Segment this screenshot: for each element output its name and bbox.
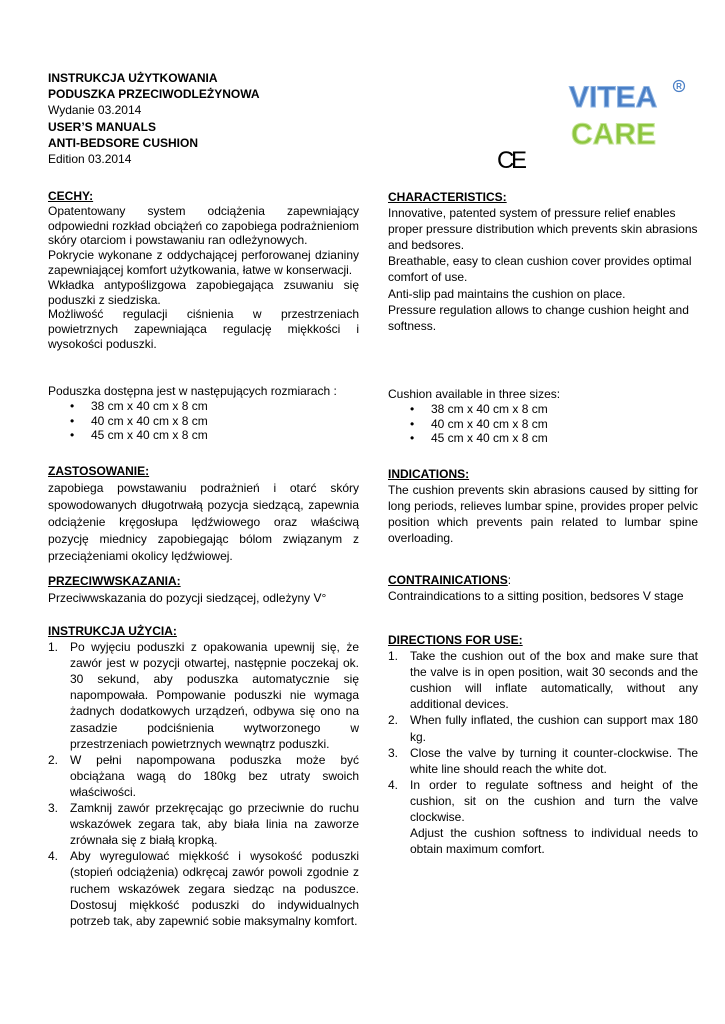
- features-section-pl: [48, 189, 359, 352]
- header-edition-pl: Wydanie 03.2014: [48, 103, 142, 118]
- usage-note-en: Adjust the cushion softness to individual needs to obtain maximum comfort.: [410, 826, 698, 857]
- usage-title-en: DIRECTIONS FOR USE:: [388, 633, 523, 647]
- features-text-pl: Wkładka antypoślizgowa zapobiegająca zsuwaniu się poduszki z siedziska.: [48, 277, 359, 307]
- usage-title-pl: INSTRUKCJA UŻYCIA:: [48, 624, 177, 638]
- indications-title-en: INDICATIONS:: [388, 467, 470, 481]
- contra-text-en: Contraindications to a sitting position, bedsores V stage: [388, 589, 684, 604]
- usage-steps-en: [388, 648, 698, 825]
- usage-section-en: [388, 632, 698, 857]
- sizes-section-en: [388, 387, 698, 446]
- usage-step: 2. W pełni napompowana poduszka może być obciążana wagą do 180kg bez utraty swoich właściwości.: [48, 752, 359, 799]
- usage-step: 2. When fully inflated, the cushion can support max 180 kg.: [388, 713, 698, 744]
- usage-steps-pl: [48, 639, 359, 929]
- indications-text-pl: zapobiega powstawaniu podrażnień i otarć skóry spowodowanych długotrwałą pozycja siedzącą, zapewnia odciążenie kręgosłupa lędźwiowego oraz właściwą pozycję miednicy zapobiegając bólom związanym z przeciążeniami okolicy lędźwiowej.: [48, 481, 359, 563]
- sizes-list-en: [388, 402, 698, 446]
- ce-mark-text: CE: [497, 147, 527, 171]
- indications-section-pl: [48, 463, 359, 565]
- indications-title-pl: ZASTOSOWANIE:: [48, 464, 150, 478]
- features-title-pl: CECHY:: [48, 189, 94, 203]
- usage-step: 1. Po wyjęciu poduszki z opakowania upewnij się, że zawór jest w pozycji otwartej, następnie poczekaj ok. 30 sekund, aby poduszka automatycznie się napompowała. Pompowanie poduszki nie wymaga żadnych dodatkowych urządzeń, odbywa się ono na zasadzie podciśnienia wytworzonego w przestrzeniach powietrznych wewnątrz poduszki.: [48, 640, 359, 751]
- registered-mark-letter: R: [676, 82, 682, 91]
- size-item: • 40 cm x 40 cm x 8 cm: [48, 414, 359, 429]
- sizes-section-pl: [48, 384, 359, 443]
- sizes-intro-en: Cushion available in three sizes:: [388, 387, 561, 401]
- ce-mark-icon: [497, 147, 529, 171]
- contra-section-pl: [48, 573, 359, 607]
- size-item: • 40 cm x 40 cm x 8 cm: [388, 417, 698, 432]
- indications-text-en: The cushion prevents skin abrasions caused by sitting for long periods, relieves lumbar spine, provides proper pelvic position which prevents pain related to lumbar spine overloading.: [388, 483, 698, 546]
- header-title-pl: INSTRUKCJA UŻYTKOWANIA: [48, 71, 218, 85]
- features-section-en: [388, 189, 698, 334]
- usage-step: 3. Close the valve by turning it counter-clockwise. The white line should reach the white dot.: [388, 745, 698, 776]
- size-item: • 45 cm x 40 cm x 8 cm: [388, 431, 698, 446]
- contra-text-pl: Przeciwwskazania do pozycji siedzącej, odleżyny V°: [48, 591, 327, 605]
- features-text-pl: Możliwość regulacji ciśnienia w przestrzeniach powietrznych zapewniająca regulację miękkości i wysokości poduszki.: [48, 307, 359, 351]
- logo-word-vitea: VITEA: [569, 81, 658, 114]
- size-item: • 38 cm x 40 cm x 8 cm: [48, 399, 359, 414]
- features-text-en: Pressure regulation allows to change cushion height and softness.: [388, 302, 689, 333]
- document-header: [48, 70, 260, 167]
- contra-section-en: [388, 572, 698, 604]
- vitea-care-logo: [567, 78, 687, 150]
- features-title-en: CHARACTERISTICS:: [388, 190, 507, 204]
- features-text-pl: Pokrycie wykonane z oddychającej perforowanej dzianiny zapewniającej komfort użytkowania, łatwe w konserwacji.: [48, 248, 359, 277]
- contra-title-en: CONTRAINICATIONS:: [388, 573, 512, 587]
- usage-step: 1. Take the cushion out of the box and make sure that the valve is in open position, wait 30 seconds and the cushion will inflate automatically, without any additional devices.: [388, 649, 698, 712]
- logo-word-care: CARE: [571, 118, 657, 150]
- sizes-intro-pl: Poduszka dostępna jest w następujących rozmiarach :: [48, 384, 337, 398]
- usage-section-pl: [48, 623, 359, 929]
- features-text-en: Breathable, easy to clean cushion cover provides optimal comfort of use.: [388, 254, 692, 285]
- usage-step: 3. Zamknij zawór przekręcając go przeciwnie do ruchu wskazówek zegara tak, aby biała linia na zaworze zrównała się z białą kropką.: [48, 801, 359, 848]
- size-item: • 38 cm x 40 cm x 8 cm: [388, 402, 698, 417]
- indications-section-en: [388, 466, 698, 546]
- features-text-pl: Opatentowany system odciążenia zapewniający odpowiedni rozkład obciążeń co zapobiega podrażnieniom skóry otarciom i powstawaniu ran odleżynowych.: [48, 203, 359, 248]
- contra-title-pl: PRZECIWWSKAZANIA:: [48, 574, 181, 588]
- header-product-en: ANTI-BEDSORE CUSHION: [48, 135, 199, 150]
- usage-step: 4. Aby wyregulować miękkość i wysokość poduszki (stopień odciążenia) odkręcaj zawór powoli zgodnie z ruchem wskazówek zegara siedząc na poduszce. Dostosuj miękkość poduszki do indywidualnych potrzeb tak, aby zapewnić sobie maksymalny komfort.: [48, 849, 359, 928]
- size-item: • 45 cm x 40 cm x 8 cm: [48, 428, 359, 443]
- features-text-en: Innovative, patented system of pressure relief enables proper pressure distribution which prevents skin abrasions and bedsores.: [388, 206, 698, 253]
- header-edition-en: Edition 03.2014: [48, 152, 132, 167]
- sizes-list-pl: [48, 399, 359, 443]
- header-product-pl: PODUSZKA PRZECIWODLEŻYNOWA: [48, 87, 260, 102]
- usage-step: 4. In order to regulate softness and height of the cushion, sit on the cushion and turn the valve clockwise.: [388, 777, 698, 825]
- header-title-en: USER’S MANUALS: [48, 119, 157, 134]
- features-text-en: Anti-slip pad maintains the cushion on place.: [388, 286, 626, 301]
